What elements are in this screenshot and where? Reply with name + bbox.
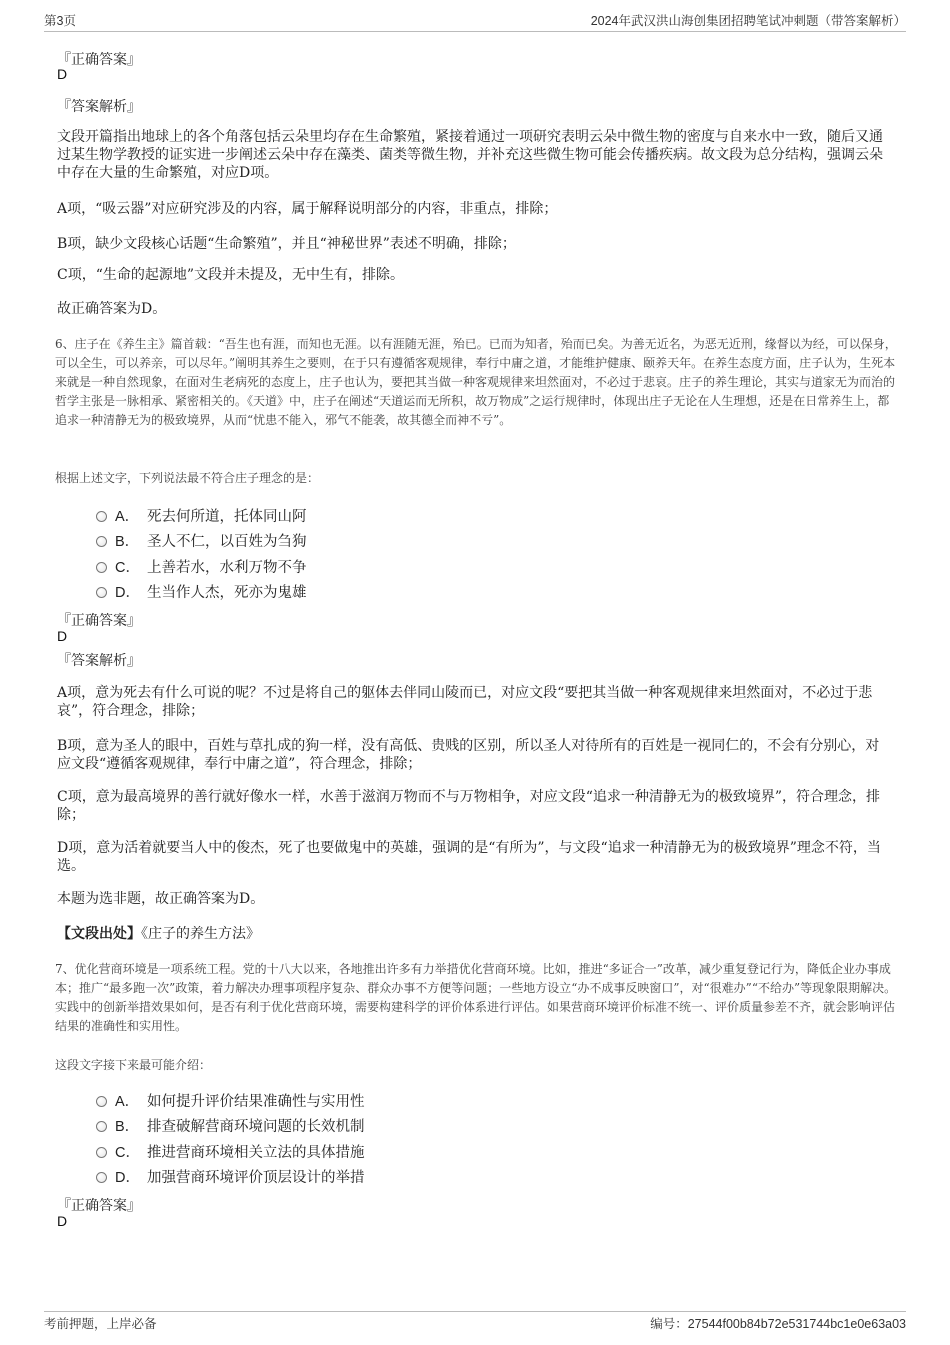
analysis-option-c: C项，意为最高境界的善行就好像水一样，水善于滋润万物而不与万物相争，对应文段“追求一种清静无为的极致境界”，符合理念，排除； [57, 789, 881, 823]
answer-label: 『正确答案』 [57, 1198, 141, 1214]
option-text: 如何提升评价结果准确性与实用性 [147, 1094, 365, 1110]
option-text: 加强营商环境评价顶层设计的举措 [147, 1170, 365, 1186]
radio-icon[interactable] [96, 1172, 107, 1183]
q6-option-d[interactable] [96, 581, 307, 602]
option-letter: C． [115, 560, 140, 576]
q6-option-b[interactable] [96, 530, 307, 551]
q7-option-d[interactable] [96, 1166, 365, 1187]
option-letter: D． [115, 1170, 140, 1186]
source-label: 【文段出处】 [57, 926, 141, 942]
option-text: 排查破解营商环境问题的长效机制 [147, 1119, 365, 1135]
analysis-option-a: A项，“吸云器”对应研究涉及的内容，属于解释说明部分的内容，非重点，排除； [57, 201, 558, 217]
option-text: 死去何所道，托体同山阿 [147, 509, 307, 525]
question-7-stem: 这段文字接下来最可能介绍： [55, 1058, 212, 1072]
analysis-option-c: C项，“生命的起源地”文段并未提及，无中生有，排除。 [57, 267, 405, 283]
page-number: 第3页 [44, 14, 76, 28]
analysis-label: 『答案解析』 [57, 99, 141, 115]
document-title: 2024年武汉洪山海创集团招聘笔试冲刺题（带答案解析） [590, 14, 906, 28]
radio-icon[interactable] [96, 1147, 107, 1158]
footer-divider [44, 1311, 906, 1312]
answer-value: D [57, 1213, 68, 1229]
option-letter: C． [115, 1145, 140, 1161]
footer-slogan: 考前押题，上岸必备 [44, 1317, 157, 1331]
analysis-option-a: A项，意为死去有什么可说的呢？不过是将自己的躯体去伴同山陵而已，对应文段“要把其当做一种客观规律来坦然面对，不必过于悲哀”，符合理念，排除； [57, 685, 873, 719]
header-divider [44, 31, 906, 32]
analysis-option-b: B项，意为圣人的眼中，百姓与草扎成的狗一样，没有高低、贵贱的区别，所以圣人对待所有的百姓是一视同仁的，不会有分别心，对应文段“遵循客观规律，奉行中庸之道”，符合理念，排除； [57, 738, 880, 772]
analysis-conclusion: 故正确答案为D。 [57, 301, 167, 317]
q7-option-a[interactable] [96, 1090, 365, 1111]
question-6-stem: 根据上述文字，下列说法最不符合庄子理念的是： [55, 471, 320, 485]
answer-value: D [57, 628, 68, 644]
option-letter: A． [115, 509, 140, 525]
question-7-passage: 7、优化营商环境是一项系统工程。党的十八大以来，各地推出许多有力举措优化营商环境。比如，推进“多证合一”改革，减少重复登记行为，降低企业办事成本；推广“最多跑一次”政策，着力解决办理事项程序复杂、群众办事不方便等问题；一些地方设立“办不成事反映窗口”，对“很难办”“不给办”等现象限期解决。实践中的创新举措效果如何，是否有利于优化营商环境，需要构建科学的评价体系进行评估。如果营商环境评价标准不统一、评价质量参差不齐，就会影响评估结果的准确性和实用性。 [55, 962, 897, 1033]
analysis-option-b: B项，缺少文段核心话题“生命繁殖”，并且“神秘世界”表述不明确，排除； [57, 236, 516, 252]
option-letter: A． [115, 1094, 140, 1110]
option-letter: B． [115, 534, 140, 550]
analysis-conclusion: 本题为选非题，故正确答案为D。 [57, 891, 265, 907]
option-text: 圣人不仁，以百姓为刍狗 [147, 534, 307, 550]
analysis-label: 『答案解析』 [57, 653, 141, 669]
analysis-text: 文段开篇指出地球上的各个角落包括云朵里均存在生命繁殖，紧接着通过一项研究表明云朵中微生物的密度与自来水中一致，随后又通过某生物学教授的证实进一步阐述云朵中存在藻类、菌类等微生物，并补充这些微生物可能会传播疾病。故文段为总分结构，强调云朵中存在大量的生命繁殖，对应D项。 [57, 129, 883, 181]
source-line [57, 925, 260, 943]
code-value: 27544f00b84b72e531744bc1e0e63a03 [687, 1317, 906, 1331]
analysis-option-d: D项，意为活着就要当人中的俊杰，死了也要做鬼中的英雄，强调的是“有所为”，与文段“追求一种清静无为的极致境界”理念不符，当选。 [57, 840, 881, 874]
question-6-passage: 6、庄子在《养生主》篇首载：“吾生也有涯，而知也无涯。以有涯随无涯，殆已。已而为知者，殆而已矣。为善无近名，为恶无近刑，缘督以为经，可以保身，可以全生，可以养亲，可以尽年。”阐明其养生之要则，在于只有遵循客观规律，奉行中庸之道，才能维护健康、颐养天年。在养生态度方面，庄子认为，生死本来就是一种自然现象，在面对生老病死的态度上，庄子也认为，要把其当做一种客观规律来坦然面对，不必过于悲哀。庄子的养生理论，其实与道家无为而治的哲学主张是一脉相承、紧密相关的。《天道》中，庄子在阐述“天道运而无所积，故万物成”之运行规律时，体现出庄子无论在人生理想，还是在日常养生上，都追求一种清静无为的极致境界，从而“忧患不能入，邪气不能袭，故其德全而神不亏”。 [55, 337, 897, 427]
option-text: 生当作人杰，死亦为鬼雄 [147, 585, 307, 601]
answer-label: 『正确答案』 [57, 52, 141, 68]
option-text: 推进营商环境相关立法的具体措施 [147, 1145, 365, 1161]
answer-value: D [57, 66, 68, 82]
source-title: 《庄子的养生方法》 [141, 926, 260, 942]
radio-icon[interactable] [96, 511, 107, 522]
answer-label: 『正确答案』 [57, 613, 141, 629]
q7-option-c[interactable] [96, 1141, 365, 1162]
radio-icon[interactable] [96, 536, 107, 547]
document-code [650, 1314, 906, 1332]
radio-icon[interactable] [96, 562, 107, 573]
code-label: 编号： [650, 1317, 688, 1331]
q6-option-c[interactable] [96, 556, 307, 577]
option-letter: D． [115, 585, 140, 601]
radio-icon[interactable] [96, 1096, 107, 1107]
option-letter: B． [115, 1119, 140, 1135]
radio-icon[interactable] [96, 1121, 107, 1132]
option-text: 上善若水，水利万物不争 [147, 560, 307, 576]
q6-option-a[interactable] [96, 505, 307, 526]
radio-icon[interactable] [96, 587, 107, 598]
q7-option-b[interactable] [96, 1115, 365, 1136]
